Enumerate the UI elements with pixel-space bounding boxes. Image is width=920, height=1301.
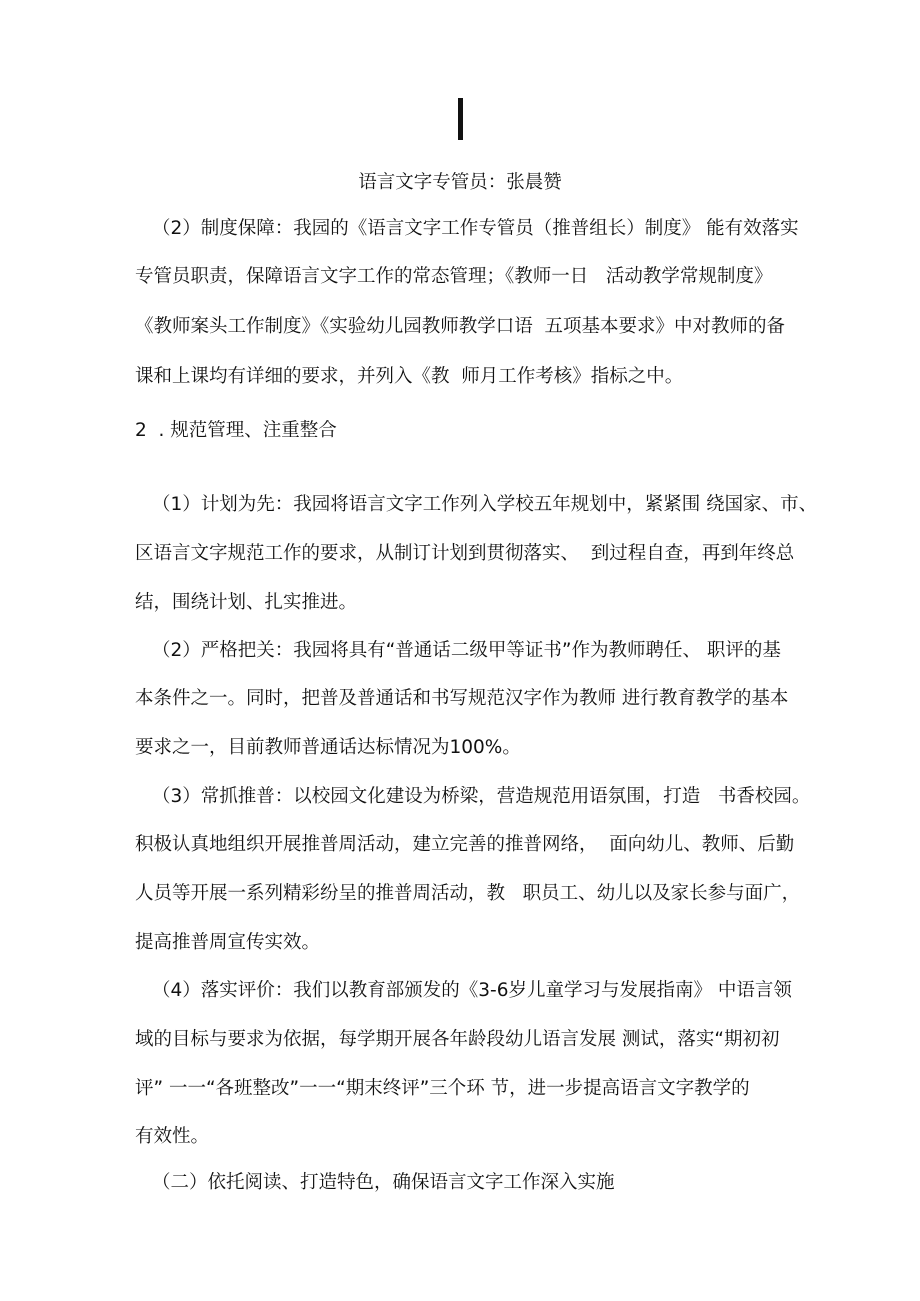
- paragraph-line: 结，围绕计划、扎实推进。: [135, 592, 358, 613]
- top-mark: [458, 98, 463, 140]
- paragraph-line: 本条件之一。同时，把普及普通话和书写规范汉字作为教师 进行教育教学的基本: [135, 688, 789, 709]
- paragraph-line: （2）严格把关：我园将具有“普通话二级甲等证书”作为教师聘任、 职评的基: [152, 640, 781, 661]
- paragraph-line: 有效性。: [135, 1126, 210, 1147]
- paragraph-line: 要求之一，目前教师普通话达标情况为100%。: [135, 737, 521, 758]
- paragraph-line: （1）计划为先：我园将语言文字工作列入学校五年规划中，紧紧围 绕国家、市、: [152, 494, 818, 515]
- paragraph-line: 积极认真地组织开展推普周活动，建立完善的推普网络， 面向幼儿、教师、后勤: [135, 834, 795, 855]
- paragraph-line: （3）常抓推普：以校园文化建设为桥梁，营造规范用语氛围，打造 书香校园。: [152, 786, 811, 807]
- paragraph-line: （4）落实评价：我们以教育部颁发的《3-6岁儿童学习与发展指南》 中语言领: [152, 980, 792, 1001]
- paragraph-line: 评” 一一“各班整改”一一“期末终评”三个环 节，进一步提高语言文字教学的: [135, 1078, 750, 1099]
- paragraph-line: 提高推普周宣传实效。: [135, 932, 321, 953]
- paragraph-line: 《教师案头工作制度》《实验幼儿园教师教学口语 五项基本要求》中对教师的备: [135, 316, 786, 337]
- paragraph-line: 域的目标与要求为依据，每学期开展各年龄段幼儿语言发展 测试，落实“期初初: [135, 1029, 780, 1050]
- paragraph-line: （2）制度保障：我园的《语言文字工作专管员（推普组长）制度》 能有效落实: [152, 218, 799, 239]
- paragraph-line: 人员等开展一系列精彩纷呈的推普周活动，教 职员工、幼儿以及家长参与面广，: [135, 883, 801, 904]
- section-heading: 2 . 规范管理、注重整合: [135, 420, 337, 441]
- paragraph-line: 专管员职责，保障语言文字工作的常态管理；《教师一日 活动教学常规制度》: [135, 266, 773, 287]
- manager-line: 语言文字专管员：张晨赞: [358, 172, 562, 193]
- paragraph-line: 课和上课均有详细的要求，并列入《教 师月工作考核》指标之中。: [135, 366, 684, 387]
- paragraph-line: 区语言文字规范工作的要求，从制订计划到贯彻落实、 到过程自查，再到年终总: [135, 543, 795, 564]
- section-heading: （二）依托阅读、打造特色，确保语言文字工作深入实施: [152, 1172, 615, 1193]
